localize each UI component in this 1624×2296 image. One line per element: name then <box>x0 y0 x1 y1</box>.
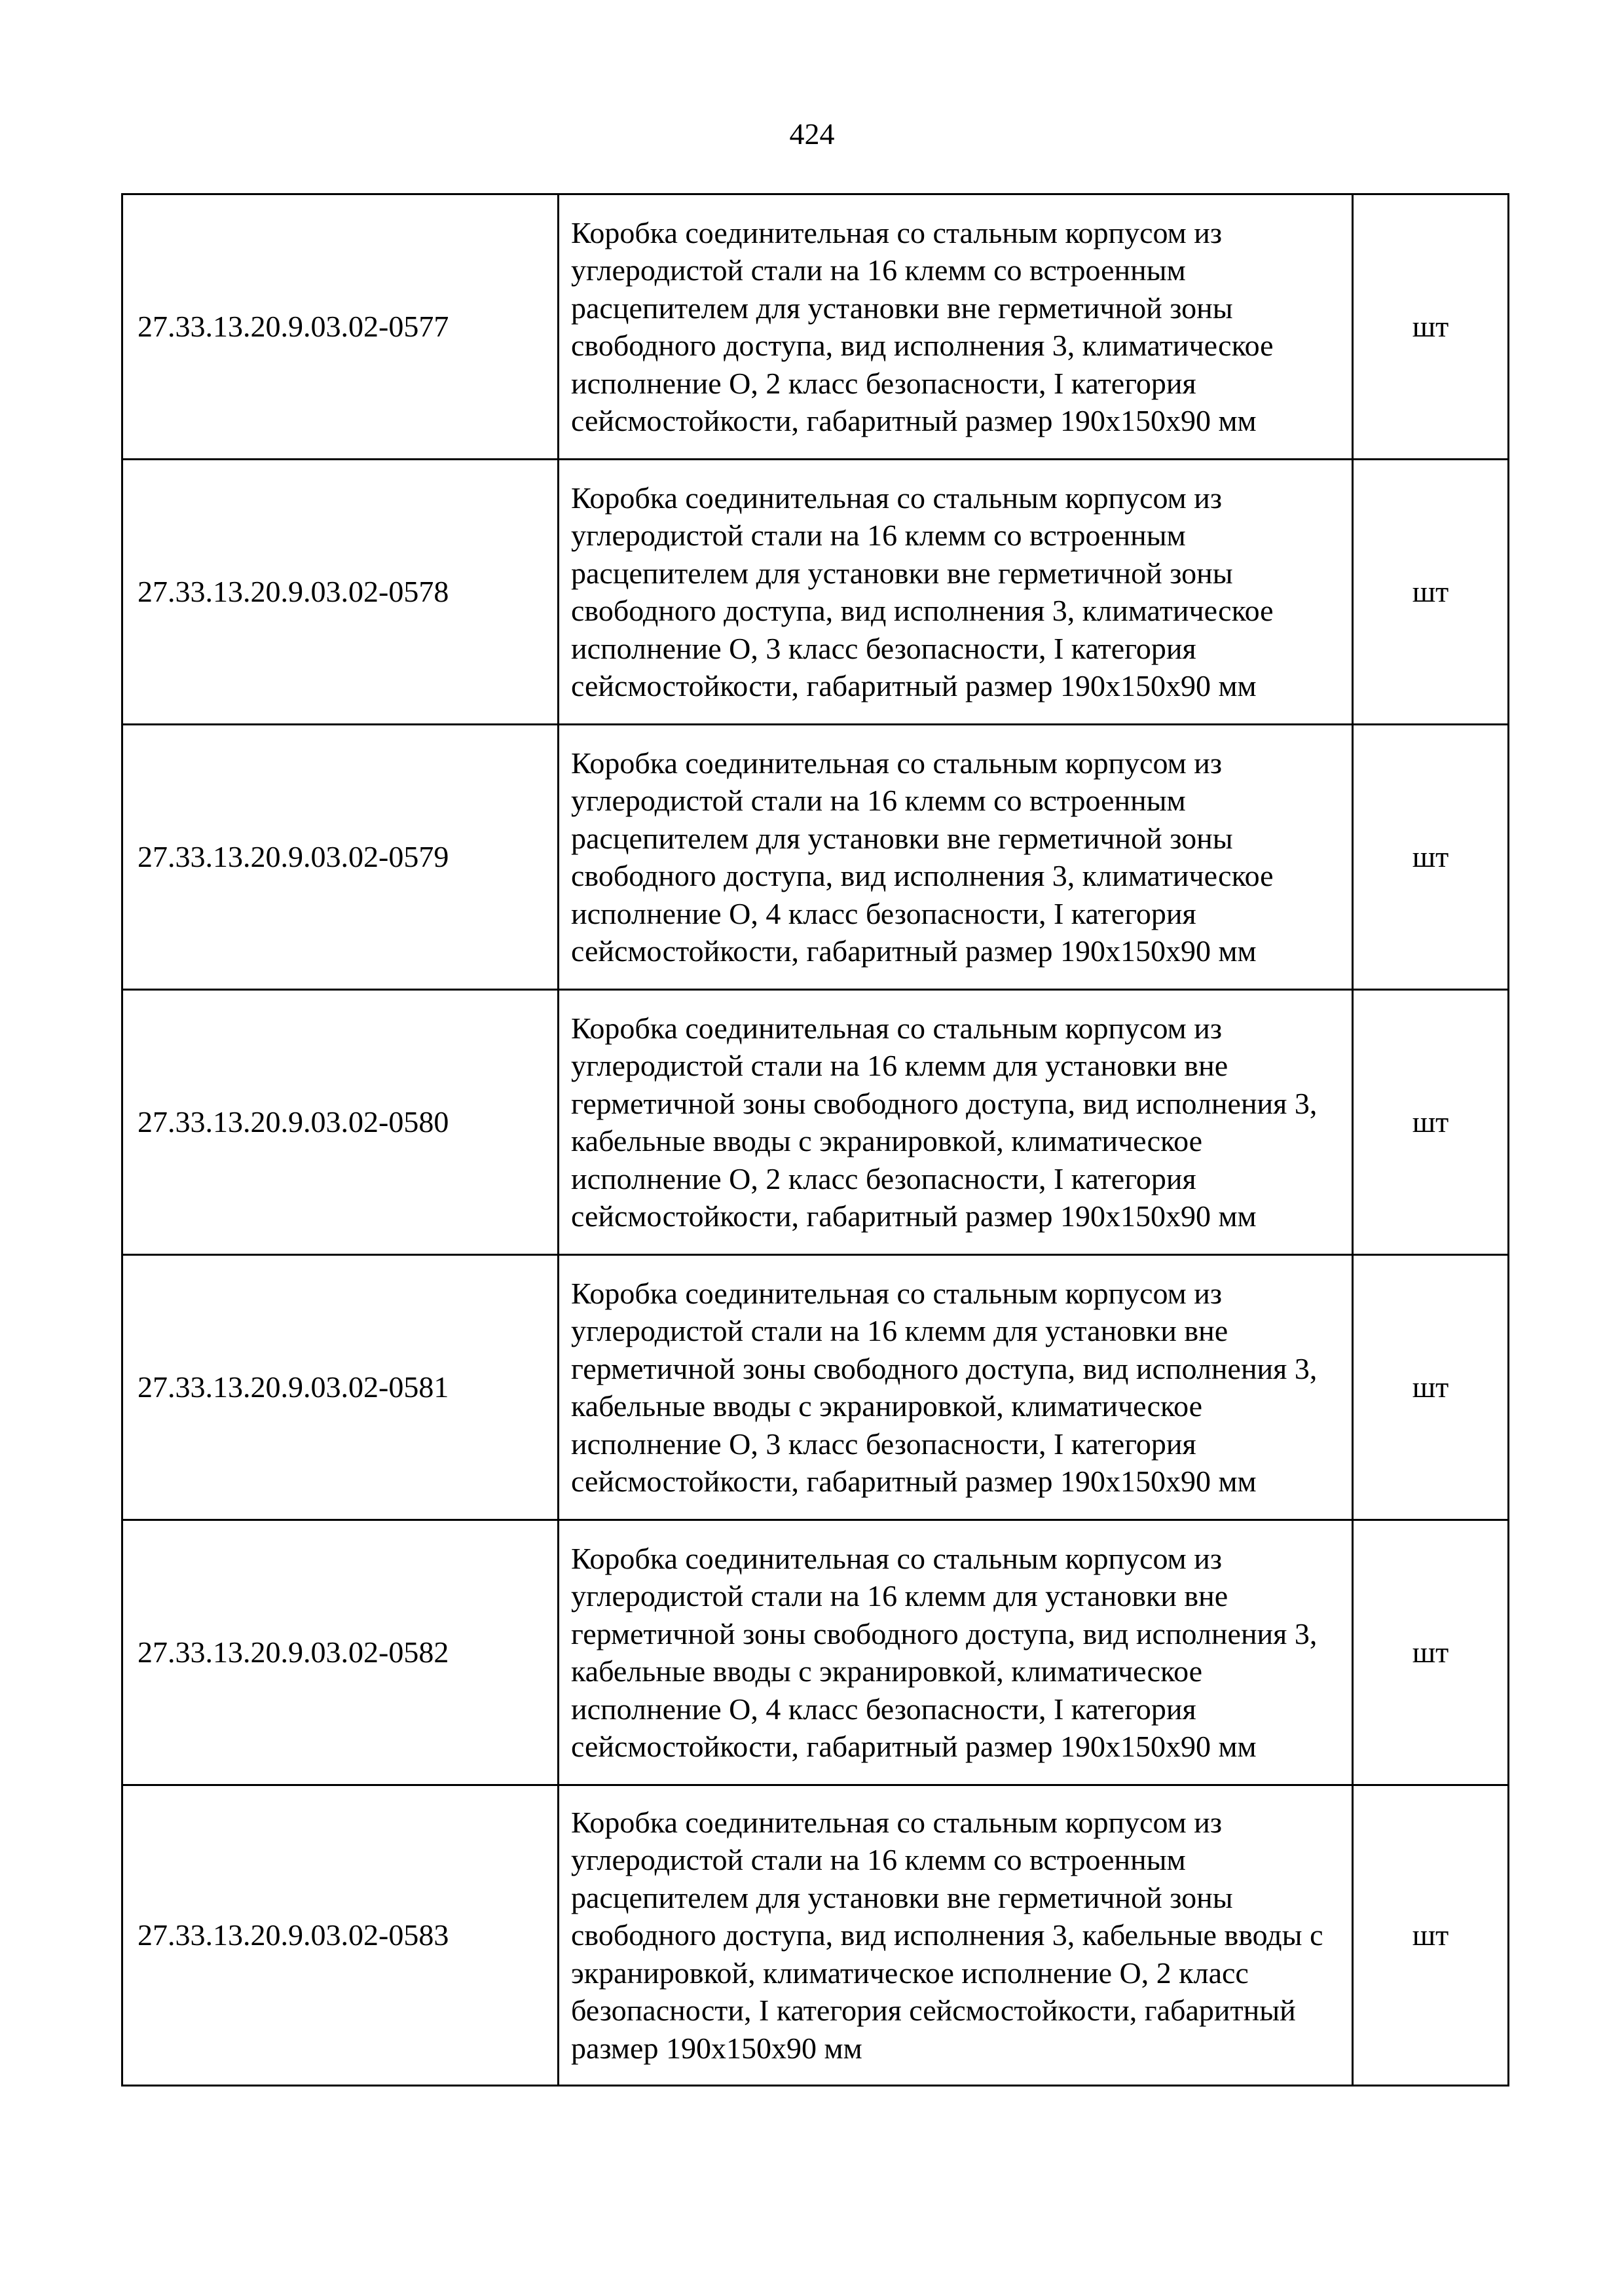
item-description: Коробка соединительная со стальным корпусом из углеродистой стали на 16 клемм для установки вне герметичной зоны свободного доступа, вид исполнения 3, кабельные вводы с экранировкой, климатическое исполнение О, 4 класс безопасности, I категория сейсмостойкости, габаритный размер 190х150х90 мм <box>559 1520 1353 1785</box>
item-unit: шт <box>1353 460 1509 725</box>
table-row <box>122 194 1509 460</box>
item-unit: шт <box>1353 1785 1509 2086</box>
item-code: 27.33.13.20.9.03.02-0579 <box>122 725 559 990</box>
table-row <box>122 1255 1509 1520</box>
table-row <box>122 990 1509 1255</box>
item-code: 27.33.13.20.9.03.02-0577 <box>122 194 559 460</box>
item-unit: шт <box>1353 1255 1509 1520</box>
table-row <box>122 725 1509 990</box>
item-code: 27.33.13.20.9.03.02-0580 <box>122 990 559 1255</box>
item-description: Коробка соединительная со стальным корпусом из углеродистой стали на 16 клемм со встроенным расцепителем для установки вне герметичной зоны свободного доступа, вид исполнения 3, климатическое исполнение О, 3 класс безопасности, I категория сейсмостойкости, габаритный размер 190х150х90 мм <box>559 460 1353 725</box>
table-row <box>122 1520 1509 1785</box>
item-unit: шт <box>1353 194 1509 460</box>
item-unit: шт <box>1353 1520 1509 1785</box>
item-description: Коробка соединительная со стальным корпусом из углеродистой стали на 16 клемм для установки вне герметичной зоны свободного доступа, вид исполнения 3, кабельные вводы с экранировкой, климатическое исполнение О, 2 класс безопасности, I категория сейсмостойкости, габаритный размер 190х150х90 мм <box>559 990 1353 1255</box>
table-row <box>122 460 1509 725</box>
item-code: 27.33.13.20.9.03.02-0582 <box>122 1520 559 1785</box>
items-table <box>121 193 1509 2086</box>
item-description: Коробка соединительная со стальным корпусом из углеродистой стали на 16 клемм для установки вне герметичной зоны свободного доступа, вид исполнения 3, кабельные вводы с экранировкой, климатическое исполнение О, 3 класс безопасности, I категория сейсмостойкости, габаритный размер 190х150х90 мм <box>559 1255 1353 1520</box>
table-row <box>122 1785 1509 2086</box>
item-unit: шт <box>1353 725 1509 990</box>
item-code: 27.33.13.20.9.03.02-0583 <box>122 1785 559 2086</box>
page-number: 424 <box>789 117 835 151</box>
item-code: 27.33.13.20.9.03.02-0578 <box>122 460 559 725</box>
item-description: Коробка соединительная со стальным корпусом из углеродистой стали на 16 клемм со встроенным расцепителем для установки вне герметичной зоны свободного доступа, вид исполнения 3, климатическое исполнение О, 4 класс безопасности, I категория сейсмостойкости, габаритный размер 190х150х90 мм <box>559 725 1353 990</box>
item-unit: шт <box>1353 990 1509 1255</box>
item-description: Коробка соединительная со стальным корпусом из углеродистой стали на 16 клемм со встроенным расцепителем для установки вне герметичной зоны свободного доступа, вид исполнения 3, кабельные вводы с экранировкой, климатическое исполнение О, 2 класс безопасности, I категория сейсмостойкости, габаритный размер 190х150х90 мм <box>559 1785 1353 2086</box>
item-description: Коробка соединительная со стальным корпусом из углеродистой стали на 16 клемм со встроенным расцепителем для установки вне герметичной зоны свободного доступа, вид исполнения 3, климатическое исполнение О, 2 класс безопасности, I категория сейсмостойкости, габаритный размер 190х150х90 мм <box>559 194 1353 460</box>
item-code: 27.33.13.20.9.03.02-0581 <box>122 1255 559 1520</box>
